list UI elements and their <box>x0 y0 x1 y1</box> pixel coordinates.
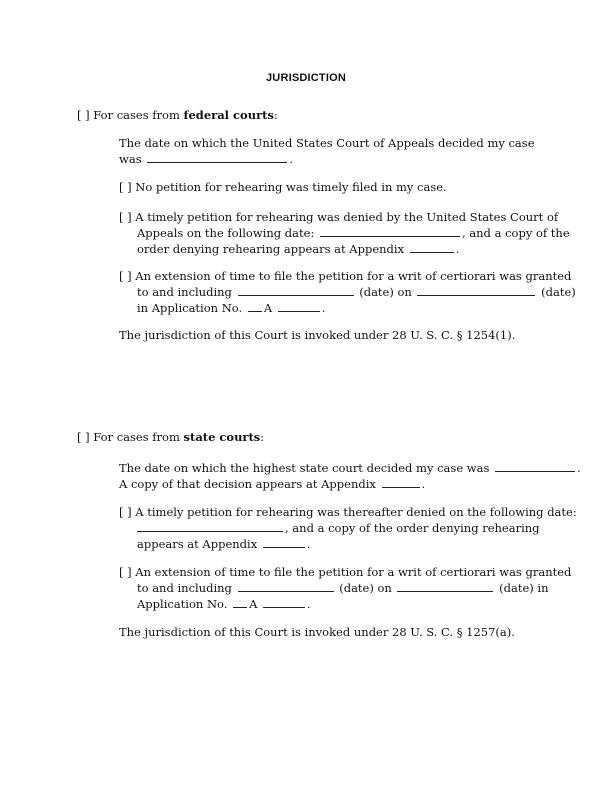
federal-rehearing-line2-suffix: , and a copy of the <box>461 226 570 240</box>
state-rehearing-line2-suffix: , and a copy of the order denying rehearing <box>285 521 540 535</box>
state-extension-app-letter: A <box>249 597 258 611</box>
state-heading-prefix: For cases from <box>93 430 184 444</box>
state-extension-line2-prefix: to and including <box>137 581 232 595</box>
state-extension-app-blank2[interactable] <box>263 596 305 608</box>
federal-extension-line1-text: An extension of time to file the petition for a writ of certiorari was granted <box>135 269 572 283</box>
federal-extension-option <box>119 269 576 316</box>
federal-extension-date2-blank[interactable] <box>417 284 535 296</box>
period: . <box>455 242 460 256</box>
federal-extension-checkbox[interactable]: [ ] <box>119 269 132 283</box>
federal-extension-line2 <box>119 284 576 300</box>
period: . <box>306 537 311 551</box>
federal-no-petition-checkbox[interactable]: [ ] <box>119 180 132 194</box>
federal-rehearing-line1 <box>119 210 570 225</box>
state-extension-line1 <box>119 565 571 580</box>
state-decided-line2-text: A copy of that decision appears at Appendix <box>119 477 376 491</box>
federal-extension-app-blank1[interactable] <box>248 300 262 312</box>
federal-extension-date-end: (date) <box>541 285 576 299</box>
federal-heading-bold: federal courts <box>183 108 274 122</box>
period: . <box>307 597 311 611</box>
state-extension-app-blank1[interactable] <box>233 596 247 608</box>
state-invoked-statement: The jurisdiction of this Court is invoked under 28 U. S. C. § 1257(a). <box>119 625 515 639</box>
federal-rehearing-appendix-blank[interactable] <box>410 241 454 253</box>
state-extension-line2 <box>119 580 571 596</box>
federal-extension-line2-prefix: to and including <box>137 285 232 299</box>
federal-heading-suffix: : <box>273 108 278 122</box>
state-decided-line1 <box>119 460 581 476</box>
federal-rehearing-line2-prefix: Appeals on the following date: <box>137 226 315 240</box>
state-decided-line2 <box>119 476 581 492</box>
federal-heading-prefix: For cases from <box>93 108 184 122</box>
state-courts-heading <box>77 430 264 445</box>
state-decided-line1-text: The date on which the highest state court decided my case was <box>119 461 490 475</box>
federal-extension-app-no: in Application No. <box>137 301 243 315</box>
period: . <box>577 461 581 475</box>
period: . <box>321 301 326 315</box>
state-rehearing-line1 <box>119 505 577 520</box>
state-decision-appendix-blank[interactable] <box>382 476 420 488</box>
state-extension-date-on: (date) on <box>339 581 392 595</box>
federal-no-petition-text: No petition for rehearing was timely filed in my case. <box>135 180 447 194</box>
federal-extension-line3 <box>119 300 576 316</box>
federal-decided-line1: The date on which the United States Court of Appeals decided my case <box>119 136 535 150</box>
period: . <box>421 477 426 491</box>
state-extension-checkbox[interactable]: [ ] <box>119 565 132 579</box>
state-extension-option <box>119 565 571 612</box>
state-rehearing-option <box>119 505 577 552</box>
federal-decided-line2 <box>119 151 535 167</box>
federal-courts-heading <box>77 108 278 123</box>
period: . <box>289 152 293 166</box>
federal-rehearing-line1-text: A timely petition for rehearing was denied by the United States Court of <box>135 210 559 224</box>
state-rehearing-line2 <box>119 520 577 536</box>
state-extension-date-in: (date) in <box>499 581 549 595</box>
federal-rehearing-line3 <box>119 241 570 257</box>
federal-extension-app-letter: A <box>263 301 273 315</box>
state-rehearing-line3 <box>119 536 577 552</box>
state-rehearing-line1-text: A timely petition for rehearing was thereafter denied on the following date: <box>135 505 577 519</box>
federal-decided-was: was <box>119 152 142 166</box>
federal-extension-app-blank2[interactable] <box>278 300 320 312</box>
federal-extension-line1 <box>119 269 576 284</box>
state-rehearing-line3-prefix: appears at Appendix <box>137 537 258 551</box>
federal-rehearing-line3-prefix: order denying rehearing appears at Appendix <box>137 242 405 256</box>
state-rehearing-checkbox[interactable]: [ ] <box>119 505 132 519</box>
federal-extension-date-on: (date) on <box>359 285 412 299</box>
federal-no-petition-option <box>119 180 447 195</box>
federal-decided-date-blank[interactable] <box>147 151 287 163</box>
state-heading-suffix: : <box>260 430 265 444</box>
federal-extension-date1-blank[interactable] <box>238 284 354 296</box>
state-extension-date2-blank[interactable] <box>397 580 493 592</box>
state-extension-line1-text: An extension of time to file the petition for a writ of certiorari was granted <box>135 565 572 579</box>
federal-rehearing-date-blank[interactable] <box>320 225 460 237</box>
state-rehearing-appendix-blank[interactable] <box>263 536 305 548</box>
state-rehearing-date-blank[interactable] <box>137 520 283 532</box>
state-decided-date-blank[interactable] <box>495 460 575 472</box>
federal-rehearing-option <box>119 210 570 257</box>
federal-checkbox[interactable]: [ ] <box>77 108 90 122</box>
federal-rehearing-checkbox[interactable]: [ ] <box>119 210 132 224</box>
state-heading-bold: state courts <box>183 430 261 444</box>
state-checkbox[interactable]: [ ] <box>77 430 90 444</box>
federal-rehearing-line2 <box>119 225 570 241</box>
page-title: JURISDICTION <box>265 72 347 84</box>
state-extension-date1-blank[interactable] <box>238 580 334 592</box>
state-decided-paragraph <box>119 460 581 492</box>
federal-invoked-statement: The jurisdiction of this Court is invoked under 28 U. S. C. § 1254(1). <box>119 328 516 342</box>
state-extension-app-no: Application No. <box>137 597 228 611</box>
state-extension-line3 <box>119 596 571 612</box>
federal-decided-paragraph <box>119 136 535 167</box>
